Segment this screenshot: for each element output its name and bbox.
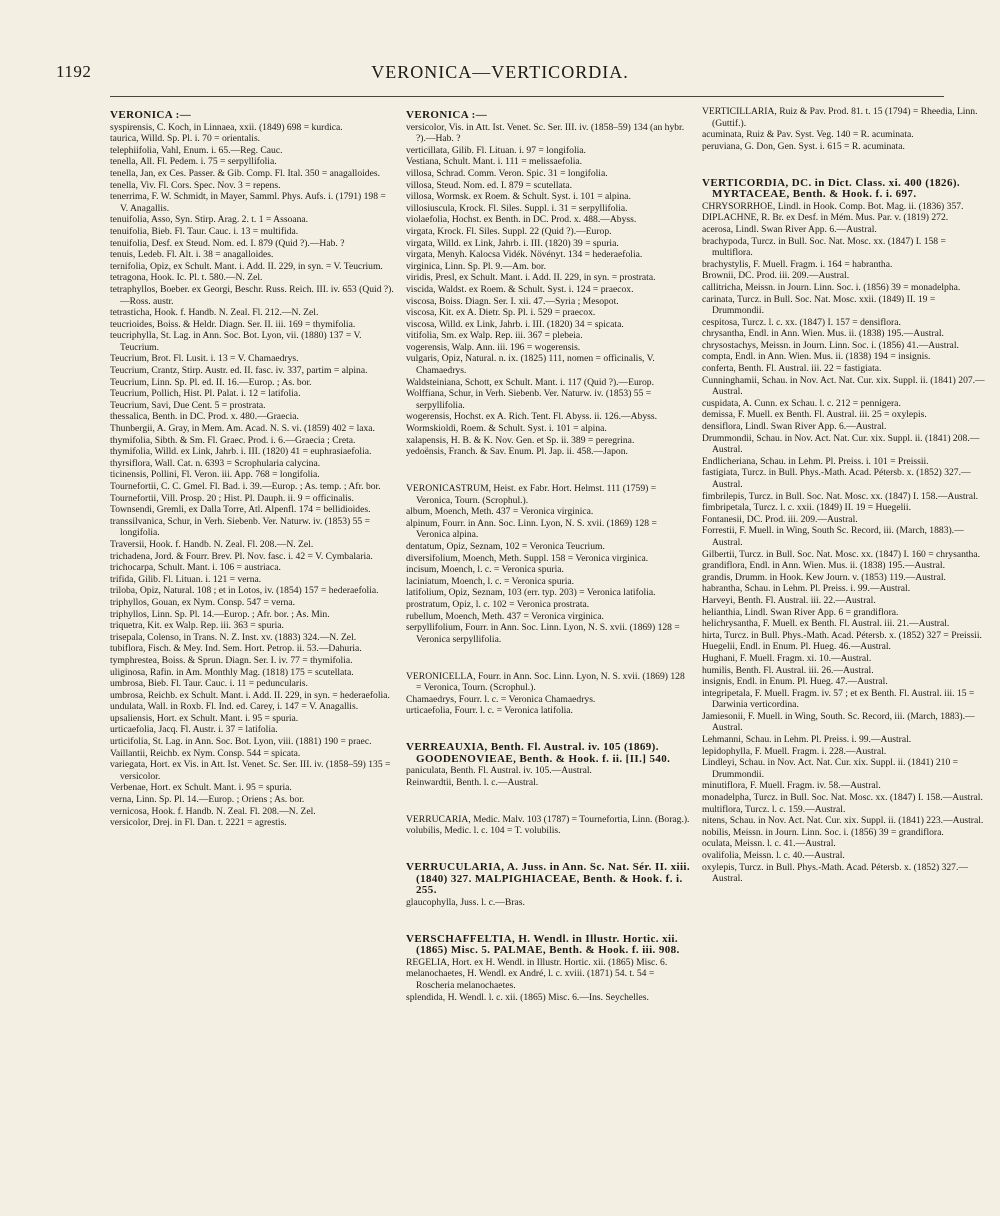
index-entry: VERRUCARIA, Medic. Malv. 103 (1787) = Tournefortia, Linn. (Borag.).	[406, 813, 690, 825]
index-entry: latifolium, Opiz, Seznam, 103 (err. typ. 203) = Veronica latifolia.	[406, 587, 656, 599]
index-entry: integripetala, F. Muell. Fragm. iv. 57 ; et ex Benth. Fl. Austral. iii. 15 = Darwinia verticordina.	[702, 687, 975, 711]
index-entry: densiflora, Lindl. Swan River App. 6.—Austral.	[702, 421, 887, 433]
index-entry: undulata, Wall. in Roxb. Fl. Ind. ed. Carey, i. 147 = V. Anagallis.	[110, 701, 359, 713]
index-entry: Tournefortii, Vill. Prosp. 20 ; Hist. Pl. Dauph. ii. 9 = officinalis.	[110, 492, 354, 504]
index-entry: tenuifolia, Asso, Syn. Stirp. Arag. 2. t. 1 = Assoana.	[110, 214, 309, 226]
index-entry: chrysantha, Endl. in Ann. Wien. Mus. ii. (1838) 195.—Austral.	[702, 328, 944, 340]
genus-heading: VERRUCULARIA, A. Juss. in Ann. Sc. Nat. Sér. II. xiii. (1840) 327. MALPIGHIACEAE, Benth. & Hook. f. i. 255.	[406, 861, 691, 897]
index-entry: acerosa, Lindl. Swan River App. 6.—Austral.	[702, 223, 877, 235]
index-entry: Harveyi, Benth. Fl. Austral. iii. 22.—Austral.	[702, 594, 876, 606]
index-entry: dentatum, Opiz, Seznam, 102 = Veronica Teucrium.	[406, 540, 605, 552]
index-entry: viscosa, Kit. ex A. Dietr. Sp. Pl. i. 529 = praecox.	[406, 307, 596, 319]
index-entry: tymphrestea, Boiss. & Sprun. Diagn. Ser. I. iv. 77 = thymifolia.	[110, 654, 353, 666]
index-entry: cespitosa, Turcz. l. c. xx. (1847) I. 157 = densiflora.	[702, 316, 901, 328]
index-entry: Reinwardtii, Benth. l. c.—Austral.	[406, 776, 539, 788]
index-entry: Teucrium, Savi, Due Cent. 5 = prostrata.	[110, 399, 266, 411]
index-entry: tenuifolia, Desf. ex Steud. Nom. ed. I. 879 (Quid ?).—Hab. ?	[110, 237, 345, 249]
genus-heading: VERSCHAFFELTIA, H. Wendl. in Illustr. Hortic. xii. (1865) Misc. 5. PALMAE, Benth. & Hook. f. iii. 908.	[406, 932, 680, 957]
index-entry: grandis, Drumm. in Hook. Kew Journ. v. (1853) 119.—Austral.	[702, 571, 946, 583]
column-middle	[406, 106, 692, 1196]
index-entry: Wolffiana, Schur, in Verh. Siebenb. Ver. Naturw. iv. (1853) 55 = serpyllifolia.	[406, 388, 652, 411]
index-entry: villosa, Wormsk. ex Roem. & Schult. Syst. i. 101 = alpina.	[406, 191, 631, 203]
index-entry: violaefolia, Hochst. ex Benth. in DC. Prod. x. 488.—Abyss.	[406, 214, 637, 226]
index-entry: teucriphylla, St. Lag. in Ann. Soc. Bot. Lyon, vii. (1880) 137 = V. Teucrium.	[110, 330, 362, 353]
index-entry: urticaefolia, Jacq. Fl. Austr. i. 37 = latifolia.	[110, 724, 278, 736]
section-spacer	[406, 918, 692, 924]
index-entry: REGELIA, Hort. ex H. Wendl. in Illustr. Hortic. xii. (1865) Misc. 6.	[406, 956, 668, 968]
index-entry: humilis, Benth. Fl. Austral. iii. 26.—Austral.	[702, 664, 874, 676]
index-entry: upsaliensis, Hort. ex Schult. Mant. i. 95 = spuria.	[110, 712, 299, 724]
index-entry: urticifolia, St. Lag. in Ann. Soc. Bot. Lyon, viii. (1881) 190 = praec.	[110, 736, 372, 748]
index-entry: chrysostachys, Meissn. in Journ. Linn. Soc. i. (1856) 41.—Austral.	[702, 339, 959, 351]
index-entry: vernicosa, Hook. f. Handb. N. Zeal. Fl. 208.—N. Zel.	[110, 805, 316, 817]
columns	[110, 106, 990, 1196]
index-entry: serpyllifolium, Fourr. in Ann. Soc. Linn. Lyon, N. S. xvii. (1869) 128 = Veronica serpyllifolia.	[406, 622, 680, 645]
index-entry: fimbripetala, Turcz. l. c. xxii. (1849) II. 19 = Huegelii.	[702, 502, 911, 514]
index-entry: lepidophylla, F. Muell. Fragm. i. 228.—Austral.	[702, 745, 887, 757]
index-entry: Thunbergii, A. Gray, in Mem. Am. Acad. N. S. vi. (1859) 402 = laxa.	[110, 423, 375, 435]
index-entry: Hughani, F. Muell. Fragm. xi. 10.—Austral.	[702, 652, 872, 664]
index-entry: virgata, Menyh. Kalocsa Vidék. Növényt. 134 = hederaefolia.	[406, 249, 643, 261]
index-entry: villosa, Schrad. Comm. Veron. Spic. 31 = longifolia.	[406, 167, 608, 179]
index-entry: Endlicheriana, Schau. in Lehm. Pl. Preiss. i. 101 = Preissii.	[702, 455, 929, 467]
index-entry: tenuifolia, Bieb. Fl. Taur. Cauc. i. 13 = multifida.	[110, 225, 299, 237]
index-entry: triquetra, Kit. ex Walp. Rep. iii. 363 = spuria.	[110, 620, 284, 632]
genus-heading: VERONICA :—	[406, 109, 488, 121]
index-entry: Lehmanni, Schau. in Lehm. Pl. Preiss. i. 99.—Austral.	[702, 734, 912, 746]
index-entry: monadelpha, Turcz. in Bull. Soc. Nat. Mosc. xx. (1847) I. 158.—Austral.	[702, 792, 983, 804]
index-entry: viscida, Waldst. ex Roem. & Schult. Syst. i. 124 = praecox.	[406, 283, 634, 295]
index-entry: album, Moench, Meth. 437 = Veronica virginica.	[406, 506, 594, 518]
section-spacer	[406, 467, 692, 473]
index-entry: tenella, Jan, ex Ces. Passer. & Gib. Comp. Fl. Ital. 350 = anagalloides.	[110, 167, 380, 179]
index-entry: Lindleyi, Schau. in Nov. Act. Nat. Cur. xix. Suppl. ii. (1841) 210 = Drummondii.	[702, 757, 959, 780]
index-entry: thyrsiflora, Wall. Cat. n. 6393 = Scrophularia calycina.	[110, 457, 321, 469]
index-entry: conferta, Benth. Fl. Austral. iii. 22 = fastigiata.	[702, 363, 882, 375]
index-entry: habrantha, Schau. in Lehm. Pl. Preiss. i. 99.—Austral.	[702, 583, 911, 595]
genus-heading: VERONICA :—	[110, 109, 192, 121]
index-entry: ternifolia, Opiz, ex Schult. Mant. i. Add. II. 229, in syn. = V. Teucrium.	[110, 260, 383, 272]
index-entry: VERONICASTRUM, Heist. ex Fabr. Hort. Helmst. 111 (1759) = Veronica, Tourn. (Scrophul.).	[406, 483, 657, 506]
index-entry: tetraphyllos, Boeber. ex Georgi, Beschr. Russ. Reich. III. iv. 653 (Quid ?).—Ross. austr.	[110, 283, 394, 307]
index-entry: insignis, Endl. in Enum. Pl. Hueg. 47.—Austral.	[702, 676, 888, 688]
index-entry: Forrestii, F. Muell. in Wing, South Sc. Record, iii. (March, 1883).—Austral.	[702, 525, 964, 548]
index-entry: triloba, Opiz, Natural. 108 ; et in Lotos, iv. (1854) 157 = hederaefolia.	[110, 585, 379, 597]
index-entry: Vaillantii, Reichb. ex Nym. Consp. 544 = spicata.	[110, 747, 301, 759]
index-entry: demissa, F. Muell. ex Benth. Fl. Austral. iii. 25 = oxylepis.	[702, 409, 927, 421]
index-entry: Fontanesii, DC. Prod. iii. 209.—Austral.	[702, 513, 858, 525]
index-entry: yedoënsis, Franch. & Sav. Enum. Pl. Jap. ii. 458.—Japon.	[406, 446, 628, 458]
index-entry: laciniatum, Moench, l. c. = Veronica spuria.	[406, 575, 575, 587]
index-entry: Jamiesonii, F. Muell. in Wing, South. Sc. Record, iii. (March, 1883).—Austral.	[702, 710, 975, 734]
index-entry: hirta, Turcz. in Bull. Phys.-Math. Acad. Pétersb. x. (1852) 327 = Preissii.	[702, 629, 982, 641]
index-entry: trisepala, Colenso, in Trans. N. Z. Inst. xv. (1883) 324.—N. Zel.	[110, 631, 357, 643]
index-entry: villosa, Steud. Nom. ed. I. 879 = scutellata.	[406, 179, 573, 191]
index-entry: trichocarpa, Schult. Mant. i. 106 = austriaca.	[110, 562, 281, 574]
index-entry: alpinum, Fourr. in Ann. Soc. Linn. Lyon, N. S. xvii. (1869) 128 = Veronica alpina.	[406, 517, 657, 541]
index-entry: Teucrium, Crantz, Stirp. Austr. ed. II. fasc. iv. 337, partim = alpina.	[110, 365, 368, 377]
index-entry: Waldsteiniana, Schott, ex Schult. Mant. i. 117 (Quid ?).—Europ.	[406, 376, 654, 388]
index-entry: tetrasticha, Hook. f. Handb. N. Zeal. Fl. 212.—N. Zel.	[110, 307, 319, 319]
index-entry: Wormskioldi, Roem. & Schult. Syst. i. 101 = alpina.	[406, 423, 607, 435]
genus-heading: VERREAUXIA, Benth. Fl. Austral. iv. 105 (1869). GOODENOVIEAE, Benth. & Hook. f. ii. [II.] 540.	[406, 741, 671, 765]
index-entry: xalapensis, H. B. & K. Nov. Gen. et Sp. ii. 389 = peregrina.	[406, 434, 635, 446]
index-entry: VERTICILLARIA, Ruiz & Pav. Prod. 81. t. 15 (1794) = Rheedia, Linn. (Guttif.).	[702, 106, 978, 129]
index-entry: telephiifolia, Vahl, Enum. i. 65.—Reg. Cauc.	[110, 144, 283, 156]
index-entry: helianthia, Lindl. Swan River App. 6 = grandiflora.	[702, 606, 899, 618]
index-entry: verna, Linn. Sp. Pl. 14.—Europ. ; Oriens ; As. bor.	[110, 794, 305, 806]
index-entry: virginica, Linn. Sp. Pl. 9.—Am. bor.	[406, 260, 546, 272]
index-entry: fastigiata, Turcz. in Bull. Phys.-Math. Acad. Pétersb. x. (1852) 327.—Austral.	[702, 467, 971, 490]
column-right	[702, 106, 988, 1196]
section-spacer	[406, 655, 692, 661]
index-entry: glaucophylla, Juss. l. c.—Bras.	[406, 896, 525, 908]
header-rule	[110, 96, 944, 97]
index-entry: volubilis, Medic. l. c. 104 = T. volubilis.	[406, 825, 561, 837]
index-entry: ovalifolia, Meissn. l. c. 40.—Austral.	[702, 850, 845, 861]
index-entry: incisum, Moench, l. c. = Veronica spuria.	[406, 564, 564, 576]
section-spacer	[406, 798, 692, 804]
index-entry: carinata, Turcz. in Bull. Soc. Nat. Mosc. xxii. (1849) II. 19 = Drummondii.	[702, 293, 936, 317]
index-entry: trichadena, Jord. & Fourr. Brev. Pl. Nov. fasc. i. 42 = V. Cymbalaria.	[110, 550, 373, 562]
index-entry: oculata, Meissn. l. c. 41.—Austral.	[702, 838, 836, 850]
index-entry: rubellum, Moench, Meth. 437 = Veronica virginica.	[406, 610, 604, 622]
index-entry: nobilis, Meissn. in Journ. Linn. Soc. i. (1856) 39 = grandiflora.	[702, 826, 944, 838]
index-entry: Drummondii, Schau. in Nov. Act. Nat. Cur. xix. Suppl. ii. (1841) 208.—Austral.	[702, 432, 980, 456]
running-head: VERONICA—VERTICORDIA.	[371, 62, 629, 82]
index-entry: verticillata, Gilib. Fl. Lituan. i. 97 = longifolia.	[406, 144, 586, 156]
index-entry: Huegelii, Endl. in Enum. Pl. Hueg. 46.—Austral.	[702, 641, 891, 653]
index-entry: Teucrium, Pollich, Hist. Pl. Palat. i. 12 = latifolia.	[110, 388, 301, 400]
index-entry: transsilvanica, Schur, in Verh. Siebenb. Ver. Naturw. iv. (1853) 55 = longifolia.	[110, 515, 371, 539]
index-entry: variegata, Hort. ex Vis. in Att. Ist. Venet. Sc. Ser. III. iv. (1858–59) 135 = versicolor.	[110, 759, 391, 782]
index-entry: Townsendi, Gremli, ex Dalla Torre, Atl. Alpenfl. 174 = bellidioides.	[110, 504, 371, 516]
index-entry: brachypoda, Turcz. in Bull. Soc. Nat. Mosc. xx. (1847) I. 158 = multiflora.	[702, 235, 946, 259]
section-spacer	[702, 162, 988, 168]
index-entry: minutiflora, F. Muell. Fragm. iv. 58.—Austral.	[702, 780, 881, 792]
section-spacer	[406, 846, 692, 852]
index-entry: multiflora, Turcz. l. c. 159.—Austral.	[702, 803, 846, 815]
index-entry: teucrioides, Boiss. & Heldr. Diagn. Ser. II. iii. 169 = thymifolia.	[110, 318, 356, 330]
index-entry: tubiflora, Fisch. & Mey. Ind. Sem. Hort. Petrop. ii. 53.—Dahuria.	[110, 643, 362, 655]
index-entry: Teucrium, Linn. Sp. Pl. ed. II. 16.—Europ. ; As. bor.	[110, 376, 312, 388]
index-entry: thessalica, Benth. in DC. Prod. x. 480.—Graecia.	[110, 411, 299, 423]
index-entry: callitricha, Meissn. in Journ. Linn. Soc. i. (1856) 39 = monadelpha.	[702, 281, 961, 293]
index-entry: Verbenae, Hort. ex Schult. Mant. i. 95 = spuria.	[110, 782, 292, 794]
index-entry: villosiuscula, Krock. Fl. Siles. Suppl. i. 31 = serpyllifolia.	[406, 202, 628, 214]
index-entry: versicolor, Vis. in Att. Ist. Venet. Sc. Ser. III. iv. (1858–59) 134 (an hybr. ?).—Hab. ?	[406, 121, 685, 145]
index-entry: tetragona, Hook. Ic. Pl. t. 580.—N. Zel.	[110, 272, 263, 284]
index-entry: melanochaetes, H. Wendl. ex André, l. c. xviii. (1871) 54. t. 54 = Roscheria melanochaetes.	[406, 968, 655, 991]
index-entry: Gilbertii, Turcz. in Bull. Soc. Nat. Mosc. xx. (1847) I. 160 = chrysantha.	[702, 548, 981, 560]
index-entry: thymifolia, Willd. ex Link, Jahrb. i. III. (1820) 41 = euphrasiaefolia.	[110, 446, 372, 458]
index-entry: Traversii, Hook. f. Handb. N. Zeal. Fl. 208.—N. Zel.	[110, 538, 314, 550]
index-entry: fimbrilepis, Turcz. in Bull. Soc. Nat. Mosc. xx. (1847) I. 158.—Austral.	[702, 490, 979, 502]
index-entry: versicolor, Drej. in Fl. Dan. t. 2221 = agrestis.	[110, 817, 287, 829]
index-entry: vitifolia, Sm. ex Walp. Rep. iii. 367 = plebeia.	[406, 330, 583, 342]
index-entry: urticaefolia, Fourr. l. c. = Veronica latifolia.	[406, 705, 573, 717]
index-entry: tenuis, Ledeb. Fl. Alt. i. 38 = anagalloides.	[110, 249, 274, 261]
index-entry: viscosa, Boiss. Diagn. Ser. I. xii. 47.—Syria ; Mesopot.	[406, 295, 619, 307]
index-entry: VERONICELLA, Fourr. in Ann. Soc. Linn. Lyon, N. S. xvii. (1869) 128 = Veronica, Tourn. (Scrophul.).	[406, 670, 685, 694]
index-entry: Cunninghamii, Schau. in Nov. Act. Nat. Cur. xix. Suppl. ii. (1841) 207.—Austral.	[702, 374, 985, 398]
index-entry: tenella, All. Fl. Pedem. i. 75 = serpyllifolia.	[110, 156, 277, 168]
index-entry: viscosa, Willd. ex Link, Jahrb. i. III. (1820) 34 = spicata.	[406, 318, 624, 330]
page-number: 1192	[56, 62, 92, 81]
index-entry: thymifolia, Sibth. & Sm. Fl. Graec. Prod. i. 6.—Graecia ; Creta.	[110, 434, 356, 446]
index-entry: splendida, H. Wendl. l. c. xii. (1865) Misc. 6.—Ins. Seychelles.	[406, 991, 649, 1003]
index-entry: vulgaris, Opiz, Natural. n. ix. (1825) 111, nomen = officinalis, V. Chamaedrys.	[406, 353, 655, 377]
index-entry: virgata, Krock. Fl. Siles. Suppl. 22 (Quid ?).—Europ.	[406, 225, 612, 237]
index-entry: oxylepis, Turcz. in Bull. Phys.-Math. Acad. Pétersb. x. (1852) 327.—Austral.	[702, 861, 968, 885]
index-entry: cuspidata, A. Cunn. ex Schau. l. c. 212 = pennigera.	[702, 397, 901, 409]
index-entry: umbrosa, Bieb. Fl. Taur. Cauc. i. 11 = peduncularis.	[110, 678, 308, 690]
index-entry: virgata, Willd. ex Link, Jahrb. i. III. (1820) 39 = spuria.	[406, 237, 619, 249]
index-entry: triphyllos, Linn. Sp. Pl. 14.—Europ. ; Afr. bor. ; As. Min.	[110, 608, 330, 620]
index-entry: acuminata, Ruiz & Pav. Syst. Veg. 140 = R. acuminata.	[702, 129, 914, 141]
index-entry: Tournefortii, C. C. Gmel. Fl. Bad. i. 39.—Europ. ; As. temp. ; Afr. bor.	[110, 481, 381, 492]
index-entry: uliginosa, Rafin. in Am. Monthly Mag. (1818) 175 = scutellata.	[110, 666, 354, 678]
index-entry: trifida, Gilib. Fl. Lituan. i. 121 = verna.	[110, 573, 262, 585]
index-entry: helichrysantha, F. Muell. ex Benth. Fl. Austral. iii. 21.—Austral.	[702, 618, 950, 630]
index-entry: compta, Endl. in Ann. Wien. Mus. ii. (1838) 194 = insignis.	[702, 351, 931, 363]
index-entry: ticinensis, Pollini, Fl. Veron. iii. App. 768 = longifolia.	[110, 469, 320, 481]
index-entry: Chamaedrys, Fourr. l. c. = Veronica Chamaedrys.	[406, 693, 596, 705]
index-entry: wogerensis, Hochst. ex A. Rich. Tent. Fl. Abyss. ii. 126.—Abyss.	[406, 411, 657, 423]
index-entry: paniculata, Benth. Fl. Austral. iv. 105.—Austral.	[406, 765, 592, 777]
index-entry: DIPLACHNE, R. Br. ex Desf. in Mém. Mus. Par. v. (1819) 272.	[702, 212, 949, 224]
index-entry: Teucrium, Brot. Fl. Lusit. i. 13 = V. Chamaedrys.	[110, 353, 299, 365]
index-entry: syspirensis, C. Koch, in Linnaea, xxii. (1849) 698 = kurdica.	[110, 121, 343, 133]
index-entry: Vestiana, Schult. Mant. i. 111 = melissaefolia.	[406, 156, 583, 168]
index-entry: peruviana, G. Don, Gen. Syst. i. 615 = R. acuminata.	[702, 140, 905, 152]
index-entry: triphyllos, Gouan, ex Nym. Consp. 547 = verna.	[110, 596, 296, 608]
index-entry: viridis, Presl, ex Schult. Mant. i. Add. II. 229, in syn. = prostrata.	[406, 272, 656, 284]
index-entry: taurica, Willd. Sp. Pl. i. 70 = orientalis.	[110, 133, 261, 145]
index-entry: Brownii, DC. Prod. iii. 209.—Austral.	[702, 270, 850, 282]
genus-heading: VERTICORDIA, DC. in Dict. Class. xi. 400 (1826). MYRTACEAE, Benth. & Hook. f. i. 697.	[702, 176, 961, 201]
index-entry: CHRYSORRHOE, Lindl. in Hook. Comp. Bot. Mag. ii. (1836) 357.	[702, 200, 964, 212]
index-entry: diversifolium, Moench, Meth. Suppl. 158 = Veronica virginica.	[406, 552, 649, 564]
index-entry: tenerrima, F. W. Schmidt, in Mayer, Samml. Phys. Aufs. i. (1791) 198 = V. Anagallis.	[110, 191, 386, 214]
index-entry: tenella, Viv. Fl. Cors. Spec. Nov. 3 = repens.	[110, 179, 281, 191]
index-entry: brachystylis, F. Muell. Fragm. i. 164 = habrantha.	[702, 258, 893, 270]
page-header	[56, 58, 944, 90]
section-spacer	[406, 726, 692, 732]
index-entry: umbrosa, Reichb. ex Schult. Mant. i. Add. II. 229, in syn. = hederaefolia.	[110, 689, 390, 701]
index-entry: nitens, Schau. in Nov. Act. Nat. Cur. xix. Suppl. ii. (1841) 223.—Austral.	[702, 815, 984, 827]
index-entry: grandiflora, Endl. in Ann. Wien. Mus. ii. (1838) 195.—Austral.	[702, 560, 945, 572]
index-entry: prostratum, Opiz, l. c. 102 = Veronica prostrata.	[406, 598, 590, 610]
column-left	[110, 106, 396, 1196]
index-entry: vogerensis, Walp. Ann. iii. 196 = wogerensis.	[406, 341, 581, 353]
